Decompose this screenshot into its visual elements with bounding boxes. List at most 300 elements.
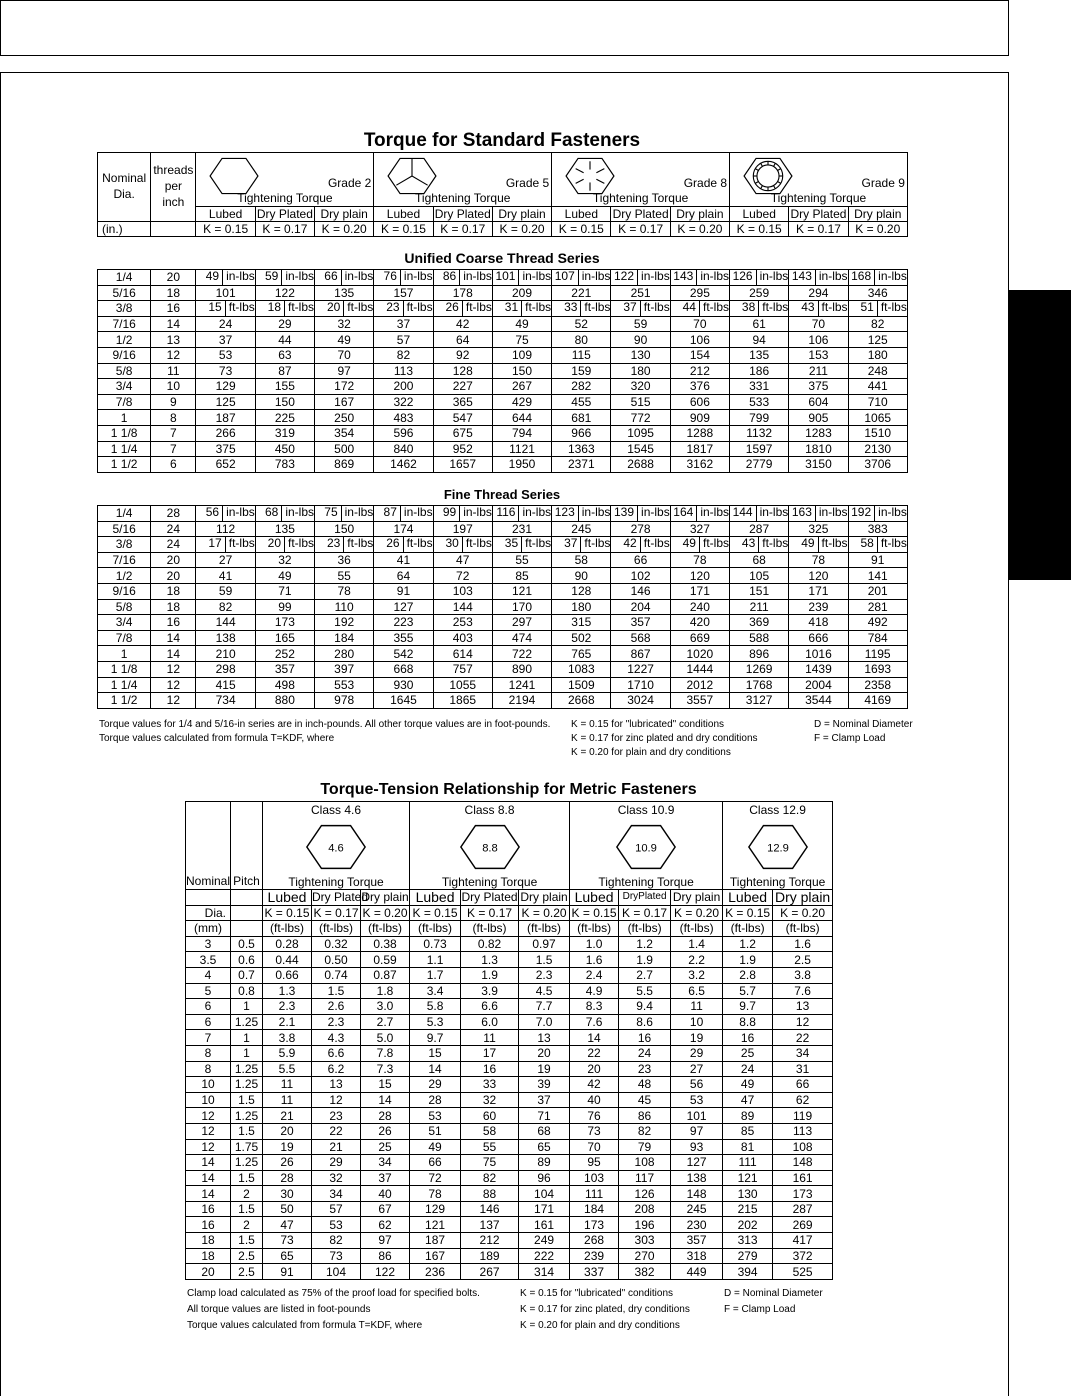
torque-cell: 5.8 bbox=[410, 999, 461, 1015]
torque-cell: 178 bbox=[433, 285, 492, 301]
nominal-dia-header bbox=[98, 153, 151, 222]
torque-cell: 20 bbox=[263, 1123, 312, 1139]
torque-cell bbox=[730, 301, 789, 317]
torque-cell: 596 bbox=[374, 425, 433, 441]
torque-unit: in-lbs bbox=[341, 506, 374, 521]
torque-cell: 867 bbox=[611, 646, 670, 662]
torque-cell: 51 bbox=[410, 1123, 461, 1139]
torque-cell: 111 bbox=[570, 1186, 619, 1202]
nominal-dia-label: Nominal bbox=[102, 171, 147, 186]
torque-unit: ft-lbs bbox=[580, 301, 610, 316]
bolt-head-icon bbox=[382, 153, 442, 199]
torque-cell: 212 bbox=[461, 1233, 519, 1249]
torque-cell: 37 bbox=[374, 316, 433, 332]
torque-cell: 1545 bbox=[611, 441, 670, 457]
torque-cell bbox=[196, 301, 255, 317]
threads-cell: 18 bbox=[151, 599, 196, 615]
nominal-dia-cell: 7/8 bbox=[98, 630, 151, 646]
torque-cell: 0.50 bbox=[312, 952, 361, 968]
torque-unit: in-lbs bbox=[756, 270, 789, 285]
torque-cell: 547 bbox=[433, 410, 492, 426]
torque-cell: 251 bbox=[611, 285, 670, 301]
torque-cell: 294 bbox=[789, 285, 848, 301]
torque-cell: 82 bbox=[312, 1233, 361, 1249]
pitch-cell: 1.5 bbox=[231, 1170, 263, 1186]
torque-cell: 49 bbox=[255, 568, 314, 584]
torque-cell: 24 bbox=[196, 316, 255, 332]
torque-value: 42 bbox=[623, 536, 637, 551]
torque-cell: 710 bbox=[848, 394, 907, 410]
threads-cell: 24 bbox=[151, 537, 196, 553]
torque-cell: 146 bbox=[611, 583, 670, 599]
torque-cell: 236 bbox=[410, 1264, 461, 1280]
torque-cell: 127 bbox=[374, 599, 433, 615]
torque-cell: 11 bbox=[671, 999, 723, 1015]
torque-cell: 53 bbox=[196, 347, 255, 363]
torque-cell: 49 bbox=[492, 316, 551, 332]
torque-cell: 211 bbox=[789, 363, 848, 379]
torque-cell: 840 bbox=[374, 441, 433, 457]
torque-cell: 95 bbox=[570, 1155, 619, 1171]
torque-cell: 382 bbox=[619, 1264, 671, 1280]
torque-cell: 113 bbox=[374, 363, 433, 379]
torque-cell: 81 bbox=[723, 1139, 773, 1155]
nominal-dia-cell: 3/8 bbox=[98, 301, 151, 317]
torque-cell: 57 bbox=[312, 1201, 361, 1217]
torque-cell: 64 bbox=[374, 568, 433, 584]
torque-cell: 320 bbox=[611, 379, 670, 395]
tightening-torque-label: Tightening Torque bbox=[723, 875, 833, 889]
nominal-cell: 8 bbox=[186, 1045, 231, 1061]
torque-cell: 1657 bbox=[433, 457, 492, 473]
torque-cell: 1363 bbox=[552, 441, 611, 457]
torque-cell bbox=[374, 506, 433, 522]
pitch-cell: 1.25 bbox=[231, 1061, 263, 1077]
torque-value: 76 bbox=[383, 269, 397, 283]
nominal-cell: 10 bbox=[186, 1077, 231, 1093]
torque-cell: 56 bbox=[671, 1077, 723, 1093]
condition-label: Dry Plated bbox=[312, 890, 369, 905]
torque-cell: 104 bbox=[519, 1186, 570, 1202]
table-row bbox=[98, 347, 908, 363]
torque-cell: 1.3 bbox=[263, 983, 312, 999]
grade-header bbox=[374, 153, 552, 192]
torque-cell: 197 bbox=[433, 521, 492, 537]
torque-cell: 27 bbox=[671, 1061, 723, 1077]
torque-cell: 66 bbox=[410, 1155, 461, 1171]
torque-cell: 588 bbox=[730, 630, 789, 646]
torque-cell: 331 bbox=[730, 379, 789, 395]
torque-cell: 1016 bbox=[789, 646, 848, 662]
torque-cell: 52 bbox=[552, 316, 611, 332]
torque-cell: 187 bbox=[410, 1233, 461, 1249]
torque-value: 122 bbox=[614, 269, 635, 283]
class-header bbox=[410, 802, 570, 876]
torque-cell: 141 bbox=[848, 568, 907, 584]
torque-unit: in-lbs bbox=[281, 506, 314, 521]
torque-cell: 29 bbox=[312, 1155, 361, 1171]
page-header-box bbox=[0, 0, 1009, 56]
torque-cell: 22 bbox=[773, 1030, 833, 1046]
torque-cell: 31 bbox=[773, 1061, 833, 1077]
torque-cell: 319 bbox=[255, 425, 314, 441]
torque-cell: 75 bbox=[461, 1155, 519, 1171]
torque-cell: 952 bbox=[433, 441, 492, 457]
threads-per-inch-header bbox=[151, 153, 196, 222]
tightening-torque-label: Tightening Torque bbox=[552, 191, 730, 206]
k-factor-label: K = 0.15 bbox=[552, 221, 611, 237]
threads-cell: 14 bbox=[151, 316, 196, 332]
torque-value: 49 bbox=[682, 536, 696, 551]
table-row bbox=[186, 1233, 833, 1249]
torque-unit: ft-lbs bbox=[403, 301, 433, 316]
threads-cell: 11 bbox=[151, 363, 196, 379]
torque-cell: 1710 bbox=[611, 677, 670, 693]
torque-cell: 1132 bbox=[730, 425, 789, 441]
torque-cell: 76 bbox=[570, 1108, 619, 1124]
torque-cell: 2194 bbox=[492, 693, 551, 709]
bolt-head-icon bbox=[204, 153, 264, 199]
torque-cell: 13 bbox=[312, 1077, 361, 1093]
torque-cell: 196 bbox=[619, 1217, 671, 1233]
torque-cell: 25 bbox=[361, 1139, 410, 1155]
torque-cell: 89 bbox=[723, 1108, 773, 1124]
torque-cell: 22 bbox=[312, 1123, 361, 1139]
torque-cell: 82 bbox=[196, 599, 255, 615]
torque-cell: 60 bbox=[461, 1108, 519, 1124]
torque-cell: 90 bbox=[611, 332, 670, 348]
torque-value: 23 bbox=[326, 536, 341, 551]
nominal-cell: 14 bbox=[186, 1186, 231, 1202]
torque-cell: 2004 bbox=[789, 677, 848, 693]
condition-label: Lubed bbox=[552, 206, 611, 221]
nominal-cell: 16 bbox=[186, 1217, 231, 1233]
torque-cell: 315 bbox=[552, 615, 611, 631]
threads-label: inch bbox=[162, 194, 185, 209]
torque-cell: 30 bbox=[263, 1186, 312, 1202]
pitch-cell: 1.25 bbox=[231, 1108, 263, 1124]
torque-cell: 2.3 bbox=[519, 967, 570, 983]
torque-cell: 55 bbox=[492, 552, 551, 568]
k-factor-label: K = 0.20 bbox=[519, 905, 570, 921]
torque-cell: 153 bbox=[789, 347, 848, 363]
condition-label: Dry plain bbox=[492, 206, 551, 221]
nominal-dia-cell: 5/8 bbox=[98, 363, 151, 379]
torque-value: 101 bbox=[495, 269, 516, 283]
torque-cell: 553 bbox=[315, 677, 374, 693]
torque-cell: 498 bbox=[255, 677, 314, 693]
torque-cell: 92 bbox=[433, 347, 492, 363]
unit-label: (ft-lbs) bbox=[773, 921, 833, 937]
torque-cell: 515 bbox=[611, 394, 670, 410]
svg-text:4.6: 4.6 bbox=[328, 842, 344, 855]
torque-cell: 25 bbox=[723, 1045, 773, 1061]
torque-cell: 0.32 bbox=[312, 936, 361, 952]
torque-unit: in-lbs bbox=[756, 506, 789, 521]
torque-cell: 3150 bbox=[789, 457, 848, 473]
torque-cell: 34 bbox=[361, 1155, 410, 1171]
torque-cell: 644 bbox=[492, 410, 551, 426]
torque-value: 75 bbox=[324, 505, 338, 519]
torque-cell: 346 bbox=[848, 285, 907, 301]
torque-unit: ft-lbs bbox=[284, 301, 314, 316]
unit-label: (ft-lbs) bbox=[410, 921, 461, 937]
pitch-cell: 0.5 bbox=[231, 936, 263, 952]
torque-cell: 772 bbox=[611, 410, 670, 426]
torque-cell: 109 bbox=[492, 347, 551, 363]
table-row bbox=[186, 1248, 833, 1264]
nominal-dia-cell: 9/16 bbox=[98, 583, 151, 599]
torque-cell: 97 bbox=[315, 363, 374, 379]
torque-cell: 492 bbox=[848, 615, 907, 631]
k-factor-label: K = 0.20 bbox=[670, 221, 729, 237]
torque-cell: 1121 bbox=[492, 441, 551, 457]
torque-cell: 135 bbox=[255, 521, 314, 537]
torque-cell: 322 bbox=[374, 394, 433, 410]
torque-cell bbox=[492, 270, 551, 286]
class-label: Class 10.9 bbox=[617, 803, 675, 817]
met-note-d: D = Nominal Diameter bbox=[724, 1288, 823, 1299]
torque-cell: 121 bbox=[410, 1217, 461, 1233]
torque-cell: 189 bbox=[461, 1248, 519, 1264]
torque-cell bbox=[552, 537, 611, 553]
torque-cell: 245 bbox=[552, 521, 611, 537]
nominal-dia-cell: 1/2 bbox=[98, 332, 151, 348]
torque-cell: 722 bbox=[492, 646, 551, 662]
torque-value: 31 bbox=[504, 300, 519, 315]
table-row bbox=[98, 506, 908, 522]
torque-cell: 1195 bbox=[848, 646, 907, 662]
unit-label: (ft-lbs) bbox=[619, 921, 671, 937]
table-row bbox=[98, 677, 908, 693]
nominal-dia-cell: 1 1/4 bbox=[98, 441, 151, 457]
torque-value: 163 bbox=[791, 505, 812, 519]
torque-cell: 6.0 bbox=[461, 1014, 519, 1030]
torque-cell: 88 bbox=[461, 1186, 519, 1202]
torque-cell: 365 bbox=[433, 394, 492, 410]
blank-cell bbox=[231, 905, 263, 921]
torque-unit: in-lbs bbox=[222, 270, 255, 285]
unit-label: (ft-lbs) bbox=[671, 921, 723, 937]
table-row bbox=[98, 615, 908, 631]
torque-cell: 282 bbox=[552, 379, 611, 395]
std-note-units: Torque values for 1/4 and 5/16-in series are in inch-pounds. All other torque values are in foot-pounds. bbox=[99, 719, 551, 730]
torque-unit: ft-lbs bbox=[225, 537, 255, 552]
table-row bbox=[186, 1014, 833, 1030]
torque-value: 51 bbox=[860, 300, 874, 315]
torque-cell: 533 bbox=[730, 394, 789, 410]
torque-cell: 880 bbox=[255, 693, 314, 709]
torque-cell: 0.74 bbox=[312, 967, 361, 983]
torque-unit: ft-lbs bbox=[343, 301, 373, 316]
torque-cell: 450 bbox=[255, 441, 314, 457]
torque-cell: 40 bbox=[361, 1186, 410, 1202]
nominal-dia-cell: 1 1/8 bbox=[98, 425, 151, 441]
dia-label: Dia. bbox=[186, 905, 231, 921]
tightening-torque-label: Tightening Torque bbox=[730, 191, 908, 206]
torque-cell bbox=[848, 301, 907, 317]
torque-cell: 394 bbox=[723, 1264, 773, 1280]
table-row bbox=[186, 1061, 833, 1077]
bolt-head-icon bbox=[560, 153, 620, 199]
torque-cell: 167 bbox=[315, 394, 374, 410]
torque-cell: 184 bbox=[315, 630, 374, 646]
torque-cell: 128 bbox=[433, 363, 492, 379]
torque-value: 26 bbox=[445, 300, 459, 315]
torque-cell bbox=[255, 301, 314, 317]
torque-cell: 1462 bbox=[374, 457, 433, 473]
torque-unit: in-lbs bbox=[459, 506, 492, 521]
torque-cell: 978 bbox=[315, 693, 374, 709]
table-row bbox=[98, 599, 908, 615]
torque-cell: 154 bbox=[670, 347, 729, 363]
torque-cell: 231 bbox=[492, 521, 551, 537]
torque-cell: 87 bbox=[255, 363, 314, 379]
torque-cell bbox=[848, 506, 907, 522]
table-row bbox=[186, 1030, 833, 1046]
torque-cell: 2.7 bbox=[619, 967, 671, 983]
torque-cell: 204 bbox=[611, 599, 670, 615]
torque-unit: ft-lbs bbox=[758, 537, 788, 552]
nominal-cell: 12 bbox=[186, 1108, 231, 1124]
torque-cell: 128 bbox=[552, 583, 611, 599]
torque-unit: ft-lbs bbox=[462, 301, 492, 316]
torque-cell: 1083 bbox=[552, 661, 611, 677]
threads-cell: 16 bbox=[151, 301, 196, 317]
torque-cell: 65 bbox=[263, 1248, 312, 1264]
torque-unit: ft-lbs bbox=[462, 537, 492, 552]
torque-cell: 8.3 bbox=[570, 999, 619, 1015]
torque-cell bbox=[670, 270, 729, 286]
torque-cell: 1.3 bbox=[461, 952, 519, 968]
pitch-cell: 1.5 bbox=[231, 1123, 263, 1139]
torque-value: 30 bbox=[445, 536, 459, 551]
torque-cell: 103 bbox=[570, 1170, 619, 1186]
table-row bbox=[98, 583, 908, 599]
torque-cell: 58 bbox=[552, 552, 611, 568]
torque-cell: 1.6 bbox=[773, 936, 833, 952]
mm-label: (mm) bbox=[186, 921, 231, 937]
torque-cell: 16 bbox=[723, 1030, 773, 1046]
condition-label: Lubed bbox=[730, 206, 789, 221]
torque-cell bbox=[255, 506, 314, 522]
torque-cell: 19 bbox=[671, 1030, 723, 1046]
torque-cell: 23 bbox=[312, 1108, 361, 1124]
torque-cell: 187 bbox=[196, 410, 255, 426]
torque-cell: 403 bbox=[433, 630, 492, 646]
torque-cell: 82 bbox=[461, 1170, 519, 1186]
torque-cell: 1288 bbox=[670, 425, 729, 441]
torque-cell: 130 bbox=[611, 347, 670, 363]
torque-cell: 55 bbox=[315, 568, 374, 584]
torque-cell: 102 bbox=[611, 568, 670, 584]
torque-cell: 5.9 bbox=[263, 1045, 312, 1061]
torque-cell: 2.5 bbox=[773, 952, 833, 968]
torque-cell: 1.5 bbox=[519, 952, 570, 968]
table-row bbox=[98, 363, 908, 379]
torque-cell bbox=[433, 301, 492, 317]
torque-value: 58 bbox=[860, 536, 874, 551]
torque-cell: 604 bbox=[789, 394, 848, 410]
torque-cell: 119 bbox=[773, 1108, 833, 1124]
table-row bbox=[186, 999, 833, 1015]
torque-cell: 3.9 bbox=[461, 983, 519, 999]
torque-cell bbox=[196, 270, 255, 286]
torque-cell: 1095 bbox=[611, 425, 670, 441]
torque-cell: 1.9 bbox=[619, 952, 671, 968]
blank-cell bbox=[186, 890, 231, 906]
nominal-cell: 14 bbox=[186, 1170, 231, 1186]
torque-cell: 200 bbox=[374, 379, 433, 395]
torque-cell: 99 bbox=[255, 599, 314, 615]
torque-cell: 19 bbox=[263, 1139, 312, 1155]
torque-value: 66 bbox=[324, 269, 338, 283]
torque-cell: 157 bbox=[374, 285, 433, 301]
torque-cell: 103 bbox=[433, 583, 492, 599]
torque-cell bbox=[789, 537, 848, 553]
condition-label: Lubed bbox=[263, 890, 312, 906]
torque-value: 20 bbox=[326, 300, 341, 315]
met-note-k2: K = 0.17 for zinc plated, dry conditions bbox=[520, 1304, 690, 1315]
torque-value: 107 bbox=[554, 269, 575, 283]
torque-cell: 2.7 bbox=[361, 1014, 410, 1030]
torque-cell: 357 bbox=[671, 1233, 723, 1249]
torque-cell: 794 bbox=[492, 425, 551, 441]
torque-cell: 525 bbox=[773, 1264, 833, 1280]
torque-value: 164 bbox=[673, 505, 694, 519]
torque-cell: 375 bbox=[789, 379, 848, 395]
torque-cell: 210 bbox=[196, 646, 255, 662]
torque-cell: 483 bbox=[374, 410, 433, 426]
k-factor-label: K = 0.15 bbox=[374, 221, 433, 237]
torque-cell: 8.6 bbox=[619, 1014, 671, 1030]
metric-table bbox=[185, 801, 833, 1280]
threads-cell: 28 bbox=[151, 506, 196, 522]
torque-unit: in-lbs bbox=[578, 270, 611, 285]
torque-unit: ft-lbs bbox=[343, 537, 373, 552]
torque-cell: 86 bbox=[619, 1108, 671, 1124]
torque-cell: 14 bbox=[570, 1030, 619, 1046]
torque-cell: 225 bbox=[255, 410, 314, 426]
pitch-cell: 0.8 bbox=[231, 983, 263, 999]
torque-cell: 2668 bbox=[552, 693, 611, 709]
torque-cell: 127 bbox=[671, 1155, 723, 1171]
torque-value: 168 bbox=[851, 269, 872, 283]
threads-cell: 12 bbox=[151, 693, 196, 709]
torque-unit: in-lbs bbox=[341, 270, 374, 285]
std-note-k2: K = 0.17 for zinc plated and dry conditions bbox=[571, 733, 758, 744]
torque-cell: 23 bbox=[619, 1061, 671, 1077]
torque-cell: 2358 bbox=[848, 677, 907, 693]
torque-cell: 90 bbox=[552, 568, 611, 584]
torque-cell: 3.4 bbox=[410, 983, 461, 999]
condition-label: Dry plain bbox=[670, 206, 729, 221]
torque-cell: 148 bbox=[773, 1155, 833, 1171]
torque-cell: 115 bbox=[552, 347, 611, 363]
torque-unit: ft-lbs bbox=[877, 301, 907, 316]
torque-cell: 82 bbox=[848, 316, 907, 332]
torque-cell: 42 bbox=[433, 316, 492, 332]
threads-cell: 7 bbox=[151, 425, 196, 441]
torque-cell: 376 bbox=[670, 379, 729, 395]
torque-cell: 7.8 bbox=[361, 1045, 410, 1061]
torque-cell bbox=[492, 301, 551, 317]
torque-cell: 78 bbox=[410, 1186, 461, 1202]
torque-cell: 784 bbox=[848, 630, 907, 646]
unit-label: (ft-lbs) bbox=[263, 921, 312, 937]
torque-cell: 28 bbox=[263, 1170, 312, 1186]
torque-cell: 144 bbox=[433, 599, 492, 615]
